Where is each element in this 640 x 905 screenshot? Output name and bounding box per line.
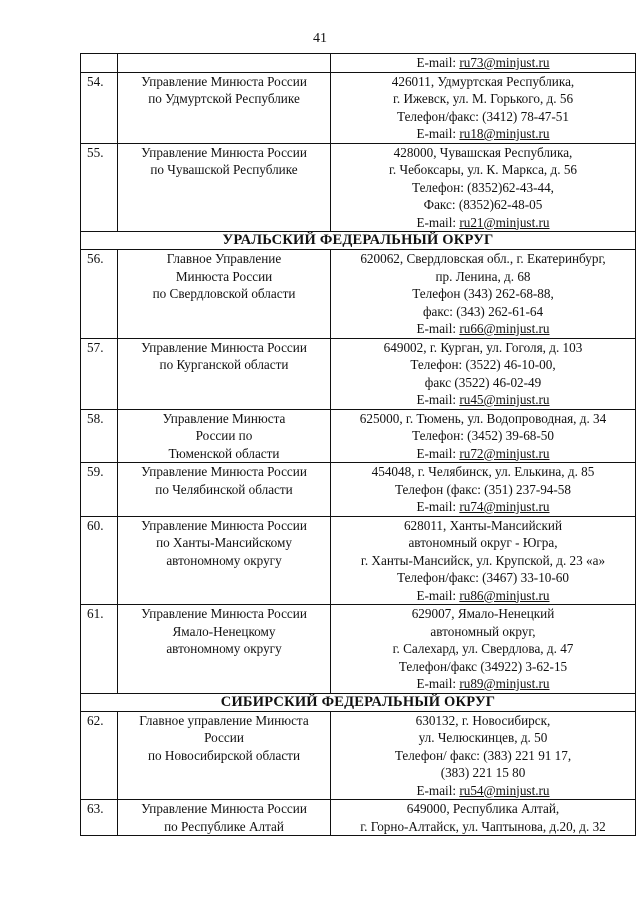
table-row (81, 143, 636, 232)
table-row (81, 72, 636, 143)
address-line: 620062, Свердловская обл., г. Екатеринбург, (360, 251, 606, 266)
row-number: 55. (81, 143, 118, 232)
contact-cell (331, 250, 636, 339)
org-name-line: Тюменской области (168, 445, 280, 461)
org-cell (118, 54, 331, 73)
address-line: автономный округ - Югра, (408, 535, 558, 550)
org-name-line: Управление Минюста России (141, 517, 307, 533)
address-line: 426011, Удмуртская Республика, (391, 73, 575, 89)
table-row (81, 800, 636, 836)
email-link[interactable]: ru73@minjust.ru (459, 55, 550, 70)
org-name-cell (118, 711, 331, 800)
contact-cell (331, 54, 636, 73)
email-line (333, 782, 633, 800)
table-row (81, 711, 636, 800)
org-name-line: автономному округу (166, 552, 282, 568)
email-link[interactable]: ru89@minjust.ru (459, 676, 550, 691)
section-header-row (81, 232, 636, 250)
org-name-cell (118, 143, 331, 232)
directory-table (80, 53, 636, 836)
org-name-line: по Удмуртской Республике (148, 91, 300, 106)
email-line (333, 320, 633, 338)
email-line (333, 445, 633, 463)
address-line: Телефон/факс: (3412) 78-47-51 (397, 108, 569, 124)
org-name-line: Управление Минюста России (141, 144, 307, 160)
org-name-line: Управление Минюста России (141, 73, 307, 89)
email-line (333, 125, 633, 143)
row-number: 54. (81, 72, 118, 143)
org-name-line: Минюста России (175, 268, 273, 284)
address-line: Телефон/факс: (3467) 33-10-60 (397, 570, 569, 585)
table-row (81, 605, 636, 694)
org-name-line: Управление Минюста России (141, 464, 307, 479)
row-number-cell (81, 54, 118, 73)
address-line: г. Чебоксары, ул. К. Маркса, д. 56 (388, 162, 578, 177)
address-line: Телефон/факс (34922) 3-62-15 (398, 658, 568, 674)
contact-cell (331, 711, 636, 800)
row-number: 61. (81, 605, 118, 694)
address-line: Телефон: (3452) 39-68-50 (412, 428, 554, 443)
table-row (81, 54, 636, 73)
address-line: 629007, Ямало-Ненецкий (411, 606, 555, 621)
table-row (81, 250, 636, 339)
address-line: Телефон: (3522) 46-10-00, (410, 357, 556, 372)
row-number: 63. (81, 800, 118, 836)
email-label: E-mail: (416, 782, 460, 798)
org-name-cell (118, 463, 331, 517)
section-header: СИБИРСКИЙ ФЕДЕРАЛЬНЫЙ ОКРУГ (81, 693, 636, 711)
email-label: E-mail: (416, 214, 460, 230)
table-row (81, 516, 636, 605)
address-line: г. Горно-Алтайск, ул. Чаптынова, д.20, д. 32 (360, 818, 606, 834)
section-header: УРАЛЬСКИЙ ФЕДЕРАЛЬНЫЙ ОКРУГ (81, 232, 636, 250)
address-line: 630132, г. Новосибирск, (415, 712, 551, 728)
address-line: автономный округ, (430, 623, 536, 639)
address-line: 428000, Чувашская Республика, (393, 144, 573, 160)
email-line (333, 391, 633, 409)
address-line: 649002, г. Курган, ул. Гоголя, д. 103 (383, 339, 583, 355)
org-name-line: по Чувашской Республике (150, 162, 298, 177)
org-name-line: России (204, 730, 244, 745)
org-name-cell (118, 250, 331, 339)
org-name-line: Управление Минюста России (141, 801, 307, 816)
email-label: E-mail: (416, 499, 460, 514)
page-number: 41 (313, 31, 327, 46)
address-line: 649000, Республика Алтай, (406, 801, 560, 816)
address-line: 625000, г. Тюмень, ул. Водопроводная, д. 34 (359, 410, 607, 426)
section-header-row (81, 693, 636, 711)
contact-cell (331, 409, 636, 463)
contact-cell (331, 72, 636, 143)
address-line: Телефон (факс: (351) 237-94-58 (395, 481, 571, 497)
org-name-line: по Ханты-Мансийскому (156, 535, 292, 550)
org-name-line: Управление Минюста (162, 410, 286, 426)
email-label: E-mail: (416, 392, 460, 407)
row-number: 57. (81, 338, 118, 409)
email-link[interactable]: ru18@minjust.ru (459, 126, 550, 141)
address-line: (383) 221 15 80 (440, 765, 526, 780)
row-number: 59. (81, 463, 118, 517)
email-link[interactable]: ru54@minjust.ru (459, 782, 550, 798)
org-name-line: по Свердловской области (152, 286, 296, 301)
org-name-line: по Курганской области (159, 357, 289, 372)
org-name-cell (118, 338, 331, 409)
row-number: 62. (81, 711, 118, 800)
address-line: факс (3522) 46-02-49 (424, 374, 542, 390)
email-link[interactable]: ru45@minjust.ru (459, 392, 550, 407)
contact-cell (331, 800, 636, 836)
address-line: Телефон/ факс: (383) 221 91 17, (394, 747, 572, 763)
org-name-line: по Новосибирской области (147, 747, 301, 763)
address-line: г. Салехард, ул. Свердлова, д. 47 (392, 641, 574, 656)
org-name-line: по Республике Алтай (164, 818, 284, 834)
email-link[interactable]: ru74@minjust.ru (459, 499, 550, 514)
email-label: E-mail: (416, 55, 460, 70)
org-name-line: Главное управление Минюста (139, 712, 309, 728)
contact-cell (331, 143, 636, 232)
directory-table-body (81, 54, 636, 836)
row-number: 56. (81, 250, 118, 339)
address-line: г. Ханты-Мансийск, ул. Крупской, д. 23 «а» (360, 552, 606, 568)
address-line: пр. Ленина, д. 68 (435, 268, 531, 284)
email-label: E-mail: (416, 676, 460, 691)
email-line (333, 54, 633, 72)
email-label: E-mail: (416, 321, 460, 336)
email-line (333, 498, 633, 516)
org-name-cell (118, 605, 331, 694)
address-line: Факс: (8352)62-48-05 (423, 197, 543, 212)
contact-cell (331, 516, 636, 605)
org-name-line: Ямало-Ненецкому (172, 623, 276, 639)
email-line (333, 675, 633, 693)
email-label: E-mail: (416, 445, 460, 461)
org-name-line: автономному округу (166, 641, 282, 656)
address-line: 628011, Ханты-Мансийский (403, 517, 563, 533)
address-line: 454048, г. Челябинск, ул. Елькина, д. 85 (371, 464, 595, 479)
email-link[interactable]: ru66@minjust.ru (459, 321, 550, 336)
org-name-line: Управление Минюста России (141, 606, 307, 621)
contact-cell (331, 463, 636, 517)
org-name-cell (118, 800, 331, 836)
table-row (81, 463, 636, 517)
email-link[interactable]: ru21@minjust.ru (459, 214, 550, 230)
org-name-line: Управление Минюста России (141, 339, 307, 355)
org-name-line: Главное Управление (166, 251, 282, 266)
table-row (81, 409, 636, 463)
row-number: 60. (81, 516, 118, 605)
email-label: E-mail: (416, 126, 460, 141)
address-line: Телефон: (8352)62-43-44, (412, 179, 554, 195)
email-line (333, 214, 633, 232)
address-line: ул. Челюскинцев, д. 50 (418, 730, 548, 745)
org-name-line: по Челябинской области (155, 481, 293, 497)
email-label: E-mail: (416, 587, 460, 603)
email-link[interactable]: ru86@minjust.ru (459, 587, 550, 603)
table-row (81, 338, 636, 409)
contact-cell (331, 605, 636, 694)
address-line: г. Ижевск, ул. М. Горького, д. 56 (392, 91, 574, 106)
address-line: факс: (343) 262-61-64 (422, 303, 544, 319)
org-name-line: России по (195, 428, 253, 443)
address-line: Телефон (343) 262-68-88, (412, 286, 554, 301)
row-number: 58. (81, 409, 118, 463)
email-line (333, 587, 633, 605)
email-link[interactable]: ru72@minjust.ru (459, 445, 550, 461)
org-name-cell (118, 409, 331, 463)
contact-cell (331, 338, 636, 409)
org-name-cell (118, 516, 331, 605)
org-name-cell (118, 72, 331, 143)
